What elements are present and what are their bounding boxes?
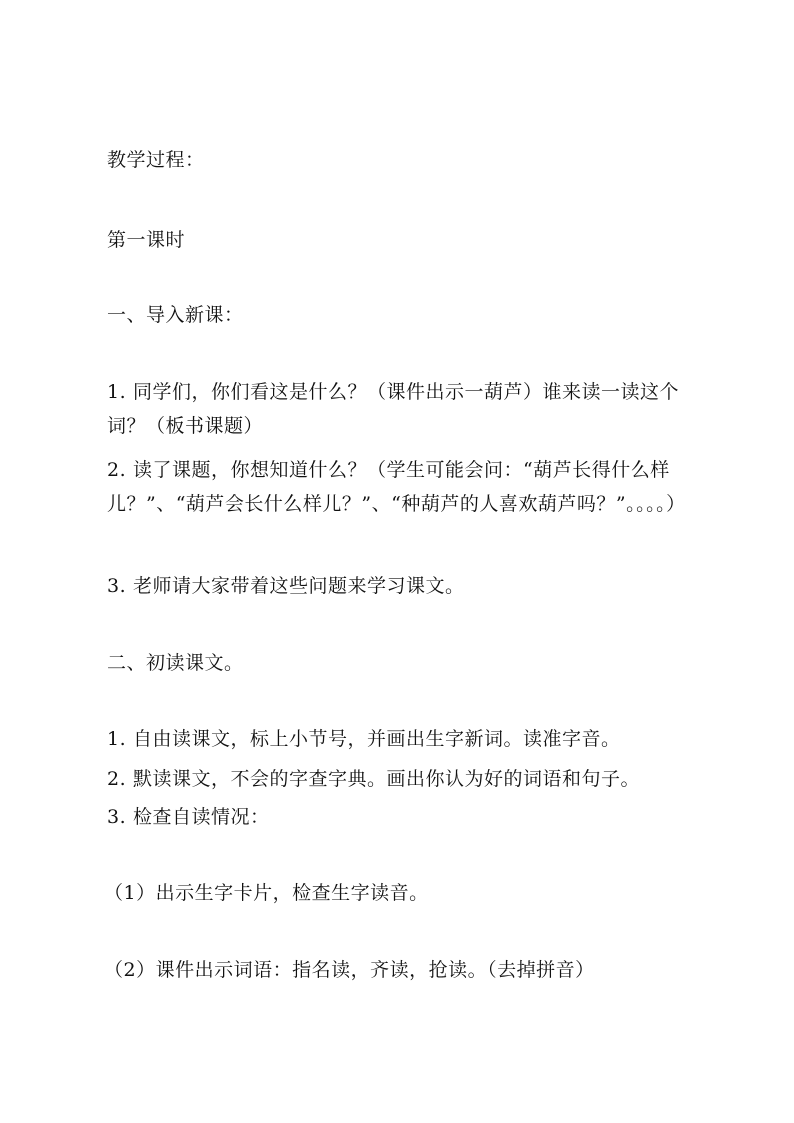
item-number: 3.: [107, 806, 127, 828]
section2-title: 二、初读课文。: [107, 652, 244, 674]
item-text: 同学们，你们看这是什么？（课件出示一葫芦）谁来读一读这个词？（板书课题）: [107, 381, 680, 437]
item-number: 1.: [107, 381, 127, 403]
section2-item-2: [107, 764, 640, 794]
section2-item-3: [107, 802, 270, 832]
section2-item-1: [107, 724, 621, 754]
section1-item-3: [107, 571, 465, 601]
section1-title: 一、导入新课：: [107, 304, 244, 326]
section2-sub-item-2: （2）课件出示词语：指名读，齐读，抢读。（去掉拼音）: [104, 959, 595, 981]
item-text: 默读课文，不会的字查字典。画出你认为好的词语和句子。: [133, 768, 641, 790]
section2-sub-item-1: （1）出示生字卡片，检查生字读音。: [104, 882, 429, 904]
item-number: 2.: [107, 459, 127, 481]
item-number: 3.: [107, 575, 127, 597]
section1-item-2: [107, 453, 697, 521]
item-text: 检查自读情况：: [133, 806, 270, 828]
lesson-label: 第一课时: [107, 229, 186, 251]
item-text: 老师请大家带着这些问题来学习课文。: [133, 575, 465, 597]
item-number: 2.: [107, 768, 127, 790]
item-text: 自由读课文，标上小节号，并画出生字新词。读准字音。: [133, 728, 621, 750]
heading-teaching-process: 教学过程：: [107, 149, 205, 171]
section1-item-1: [107, 375, 697, 443]
item-text: 读了课题，你想知道什么？（学生可能会问：“葫芦长得什么样儿？”、“葫芦会长什么样儿？”、“种葫芦的人喜欢葫芦吗？”。。。。）: [107, 459, 686, 515]
item-number: 1.: [107, 728, 127, 750]
